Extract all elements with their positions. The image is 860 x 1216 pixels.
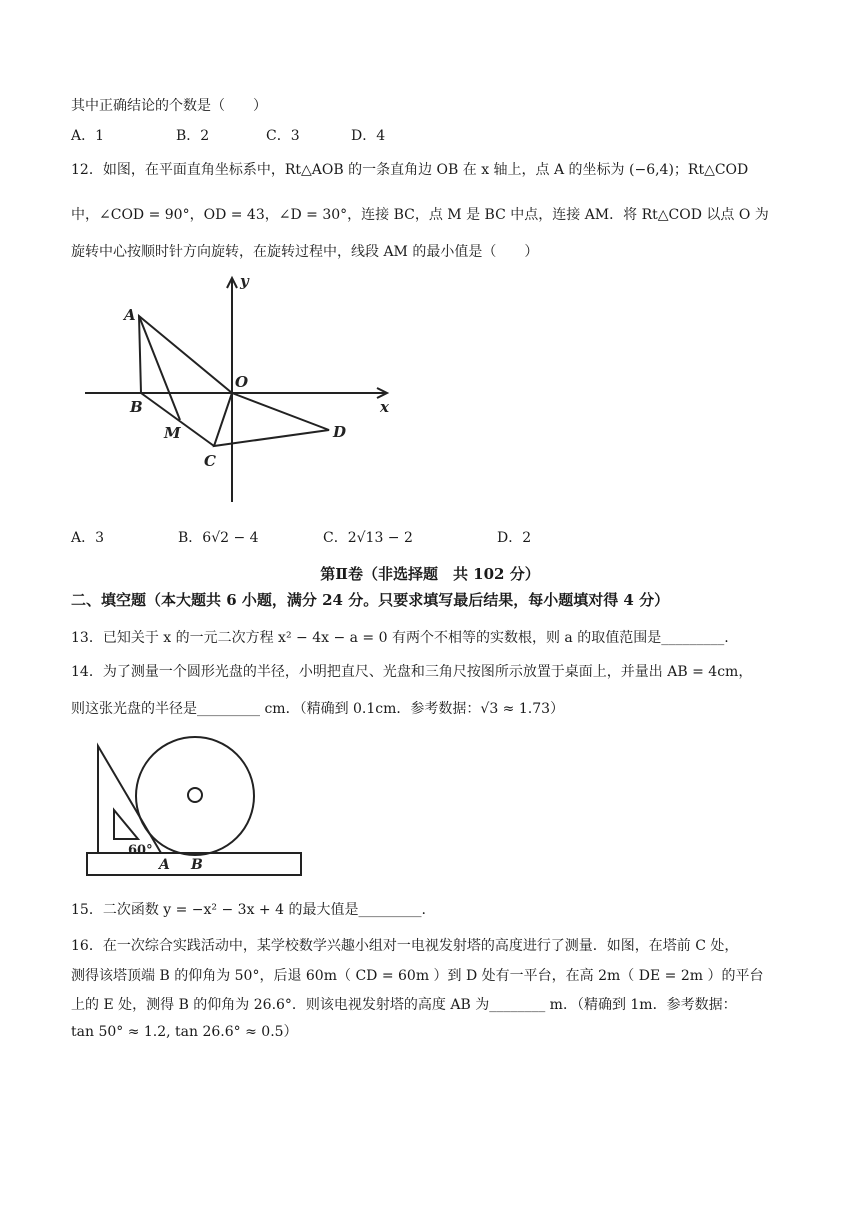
q12-coordinate-figure: [80, 270, 400, 510]
q11-question-text: 其中正确结论的个数是（ ）: [71, 98, 267, 114]
q11-option-c: C．3: [266, 128, 300, 144]
label-angle: 60°: [128, 843, 153, 858]
label-o: O: [235, 373, 249, 391]
q14-disc-figure: [84, 732, 308, 880]
set-square-outer: [98, 746, 161, 853]
q12-option-c: C．2√13 − 2: [323, 530, 413, 546]
q11-option-b: B．2: [176, 128, 210, 144]
q12-line-3: 旋转中心按顺时针方向旋转，在旋转过程中，线段 AM 的最小值是（ ）: [71, 244, 539, 260]
set-square-inner: [114, 810, 138, 839]
label-a: A: [124, 306, 136, 324]
q13-text: 13．已知关于 x 的一元二次方程 x² − 4x − a = 0 有两个不相等的实数根，则 a 的取值范围是_________.: [71, 630, 729, 646]
segment-am: [139, 316, 180, 420]
label-b: B: [191, 857, 203, 873]
disc-hole: [188, 788, 202, 802]
q11-option-d: D．4: [351, 128, 386, 144]
label-a: A: [159, 857, 170, 873]
label-m: M: [164, 424, 181, 442]
q16-line-3: 上的 E 处，测得 B 的仰角为 26.6°．则该电视发射塔的高度 AB 为________ m．（精确到 1m．参考数据：: [71, 997, 737, 1013]
q12-option-a: A．3: [71, 530, 105, 546]
section-heading: 二、填空题（本大题共 6 小题，满分 24 分。只要求填写最后结果，每小题填对得 4 分）: [71, 591, 670, 609]
q16-line-4: tan 50° ≈ 1.2, tan 26.6° ≈ 0.5）: [71, 1024, 298, 1040]
q14-line-1: 14．为了测量一个圆形光盘的半径，小明把直尺、光盘和三角尺按图所示放置于桌面上，并量出 AB = 4cm，: [71, 664, 753, 680]
q15-text: 15．二次函数 y = −x² − 3x + 4 的最大值是_________.: [71, 902, 426, 918]
label-y: y: [240, 272, 249, 290]
section-title: 第Ⅱ卷（非选择题 共 102 分）: [320, 565, 540, 583]
q16-line-2: 测得该塔顶端 B 的仰角为 50°，后退 60m（ CD = 60m ）到 D 处有一平台，在高 2m（ DE = 2m ）的平台: [71, 968, 764, 984]
q16-line-1: 16．在一次综合实践活动中，某学校数学兴趣小组对一电视发射塔的高度进行了测量．如图，在塔前 C 处，: [71, 938, 739, 954]
q12-option-b: B．6√2 − 4: [178, 530, 259, 546]
disc: [136, 737, 254, 855]
label-x: x: [380, 398, 389, 416]
q12-option-d: D．2: [497, 530, 532, 546]
label-d: D: [333, 423, 347, 441]
q14-line-2: 则这张光盘的半径是_________ cm．（精确到 0.1cm．参考数据：√3 ≈ 1.73）: [71, 701, 565, 717]
triangle-aob: [139, 316, 232, 393]
q11-option-a: A．1: [71, 128, 105, 144]
q12-line-1: 12．如图，在平面直角坐标系中，Rt△AOB 的一条直角边 OB 在 x 轴上，点 A 的坐标为 (−6,4)；Rt△COD: [71, 162, 749, 178]
label-b: B: [130, 398, 143, 416]
q12-line-2: 中，∠COD = 90°，OD = 43，∠D = 30°，连接 BC，点 M 是 BC 中点，连接 AM．将 Rt△COD 以点 O 为: [71, 207, 769, 223]
label-c: C: [204, 452, 216, 470]
